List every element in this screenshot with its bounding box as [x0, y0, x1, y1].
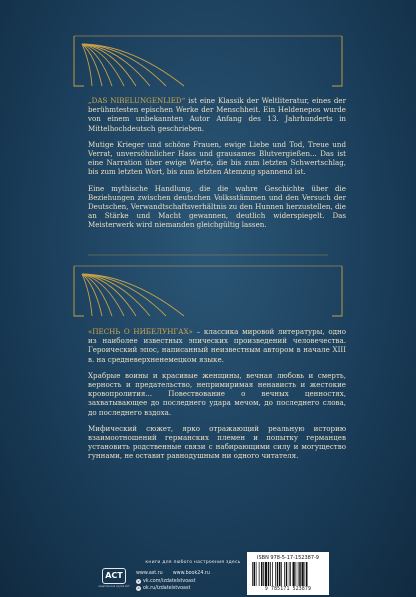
- top-fan-ornament: [82, 44, 184, 86]
- german-title: „DAS NIBELUNGENLIED“: [88, 96, 186, 105]
- ok-row: [136, 585, 210, 593]
- barcode-digits: 9 785171 523879: [264, 587, 312, 592]
- german-paragraph-1: „DAS NIBELUNGENLIED“ ist eine Klassik der Weltliteratur, eines der berühmtesten epischen Werke der Menschheit. Ein Heldenepos wurde von einem unbekannten Autor Anfang des 13. Jahrhunderts in Mittelhochdeutsch geschrieben.: [88, 96, 346, 133]
- vk-icon: v: [137, 578, 140, 583]
- website-row: [136, 570, 210, 578]
- link-book24[interactable]: www.book24.ru: [172, 571, 210, 577]
- isbn-label: ISBN 978-5-17-152387-9: [257, 555, 319, 561]
- russian-paragraph-2: Храбрые воины и красивые женщины, вечная любовь и смерть, верность и предательство, непримиримая ненависть и жестокие кровопролития... Повествование о вечных ценностях, захватывающее до последнего удара мечом, до последнего слова, до последнего вздоха.: [88, 370, 346, 417]
- russian-description: [88, 327, 346, 468]
- publisher-slogan: книги для любого настроения здесь: [145, 560, 241, 565]
- german-paragraph-3: Eine mythische Handlung, die die wahre Geschichte über die Beziehungen zwischen deutschen Volksstämmen und den Versuch der Deutschen, Verwandtschaftsverhältnis zu den Hunnen herzustellen, die an Stärke und Macht gewannen, deutlich widerspiegelt. Das Meisterwerk wird niemanden gleichgültig lassen.: [88, 183, 346, 230]
- publisher-caption: издательская группа АСТ: [98, 585, 130, 588]
- link-vk[interactable]: vk.com/izdatelstvoast: [143, 578, 196, 584]
- link-ast[interactable]: www.ast.ru: [136, 571, 163, 577]
- publisher-logo: [100, 568, 128, 590]
- russian-paragraph-1: «ПЕСНЬ О НИБЕЛУНГАХ» – классика мировой литературы, одно из наиболее известных эпических произведений человечества. Героический эпос, написанный неизвестным автором в начале XIII в. на средневерхненемецком языке.: [88, 327, 346, 364]
- barcode-icon: [251, 562, 325, 587]
- vk-row: [136, 578, 210, 586]
- bottom-frame-right-bracket: [332, 266, 342, 316]
- link-ok[interactable]: ok.ru/izdatelstvoast: [143, 586, 191, 592]
- publisher-links: [136, 570, 210, 593]
- german-description: [88, 96, 346, 237]
- bottom-frame-left-bracket: [74, 266, 84, 316]
- russian-title: «ПЕСНЬ О НИБЕЛУНГАХ»: [88, 327, 193, 336]
- top-frame-right-bracket: [332, 36, 342, 86]
- ok-icon: o: [137, 586, 140, 591]
- german-paragraph-2: Mutige Krieger und schöne Frauen, ewige Liebe und Tod, Treue und Verrat, unversöhnlicher Hass und grausames Blutvergießen... Das ist eine Narration über ewige Werte, die bis zum letzten Schwertschlag, bis zum letzten Wort, bis zum letzten Atemzug spannend ist.: [88, 139, 346, 177]
- ast-logo-icon: ACT: [102, 568, 126, 584]
- isbn-barcode-box: [247, 552, 329, 595]
- bottom-fan-ornament: [82, 274, 184, 316]
- russian-paragraph-3: Мифический сюжет, ярко отражающий реальную историю взаимоотношений германских племен и попытку германцев установить родственные связи с набирающими силу и могущество гуннами, не оставит равнодушным ни одного читателя.: [88, 423, 346, 461]
- top-frame-left-bracket: [74, 36, 84, 86]
